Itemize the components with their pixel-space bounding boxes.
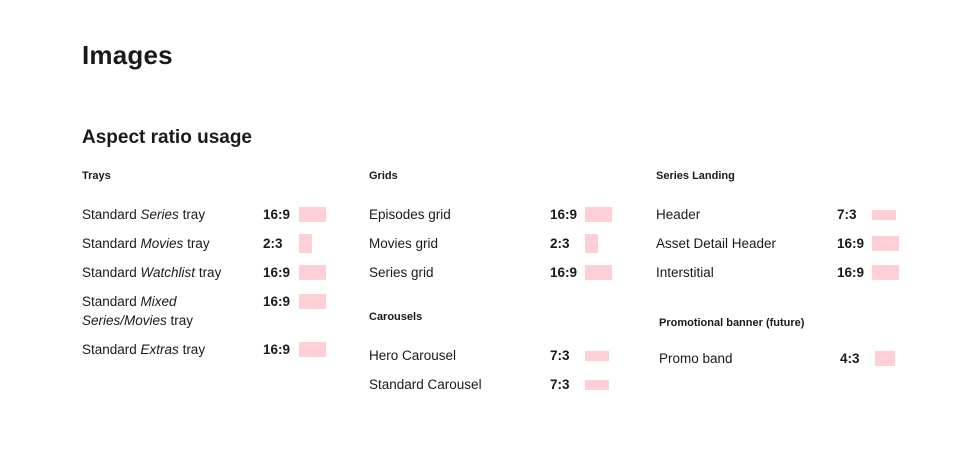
ratio-value: 2:3	[263, 236, 283, 251]
usage-label-text: tray	[178, 207, 206, 222]
usage-label	[369, 346, 544, 365]
group-title: Trays	[82, 170, 111, 182]
usage-label	[369, 234, 544, 253]
usage-label	[656, 205, 831, 224]
ratio-value: 7:3	[550, 377, 570, 392]
usage-label-text: Series grid	[369, 265, 434, 280]
ratio-value: 16:9	[837, 236, 865, 251]
usage-label-text: Interstitial	[656, 265, 714, 280]
usage-label-text: tray	[178, 342, 206, 357]
group-title: Carousels	[369, 311, 423, 323]
ratio-swatch	[872, 210, 896, 220]
ratio-swatch	[875, 351, 895, 366]
usage-label	[656, 263, 831, 282]
usage-label-text: tray	[183, 236, 210, 251]
usage-label	[82, 340, 257, 359]
usage-label	[369, 263, 544, 282]
group-title: Grids	[369, 170, 398, 182]
ratio-swatch	[585, 265, 612, 280]
usage-label-italic: Movies	[140, 236, 184, 251]
group-title: Promotional banner (future)	[659, 317, 805, 329]
usage-label-text: Standard Carousel	[369, 377, 482, 392]
ratio-value: 16:9	[837, 265, 865, 280]
ratio-value: 7:3	[550, 348, 570, 363]
usage-label-text: Asset Detail Header	[656, 236, 777, 251]
usage-label	[82, 263, 257, 282]
ratio-value: 2:3	[550, 236, 570, 251]
usage-label-text: Hero Carousel	[369, 348, 457, 363]
usage-label-italic: Series	[140, 207, 179, 222]
ratio-swatch	[299, 265, 326, 280]
ratio-swatch	[585, 207, 612, 222]
ratio-value: 16:9	[263, 342, 291, 357]
usage-label-text: Header	[656, 207, 701, 222]
usage-label-text: tray	[195, 265, 222, 280]
ratio-value: 16:9	[550, 265, 578, 280]
usage-label-italic: Watchlist	[140, 265, 196, 280]
ratio-value: 16:9	[263, 207, 291, 222]
ratio-swatch	[299, 342, 326, 357]
usage-label-text: Standard	[82, 294, 141, 309]
page-title: Images	[82, 40, 173, 70]
ratio-swatch	[585, 351, 609, 361]
usage-label-text: Standard	[82, 265, 141, 280]
ratio-swatch	[872, 236, 899, 251]
usage-label-text: Episodes grid	[369, 207, 451, 222]
ratio-swatch	[299, 234, 312, 253]
ratio-swatch	[299, 294, 326, 309]
ratio-value: 16:9	[550, 207, 578, 222]
usage-label	[369, 205, 544, 224]
usage-label-text: Standard	[82, 236, 141, 251]
ratio-swatch	[585, 234, 598, 253]
ratio-value: 16:9	[263, 294, 291, 309]
usage-label	[659, 349, 834, 368]
usage-label	[656, 234, 831, 253]
ratio-value: 16:9	[263, 265, 291, 280]
section-title: Aspect ratio usage	[82, 127, 252, 148]
ratio-swatch	[585, 380, 609, 390]
ratio-value: 7:3	[837, 207, 857, 222]
usage-label	[82, 292, 257, 330]
usage-label	[82, 205, 257, 224]
usage-label	[369, 375, 544, 394]
group-title: Series Landing	[656, 170, 735, 182]
usage-label-text: Standard	[82, 342, 141, 357]
usage-label-text: tray	[166, 313, 194, 328]
usage-label-italic: Mixed Series/Movies	[82, 294, 177, 328]
ratio-value: 4:3	[840, 351, 860, 366]
usage-label-text: Promo band	[659, 351, 733, 366]
ratio-swatch	[299, 207, 326, 222]
usage-label-text: Standard	[82, 207, 141, 222]
usage-label	[82, 234, 257, 253]
usage-label-italic: Extras	[140, 342, 179, 357]
usage-label-text: Movies grid	[369, 236, 439, 251]
ratio-swatch	[872, 265, 899, 280]
